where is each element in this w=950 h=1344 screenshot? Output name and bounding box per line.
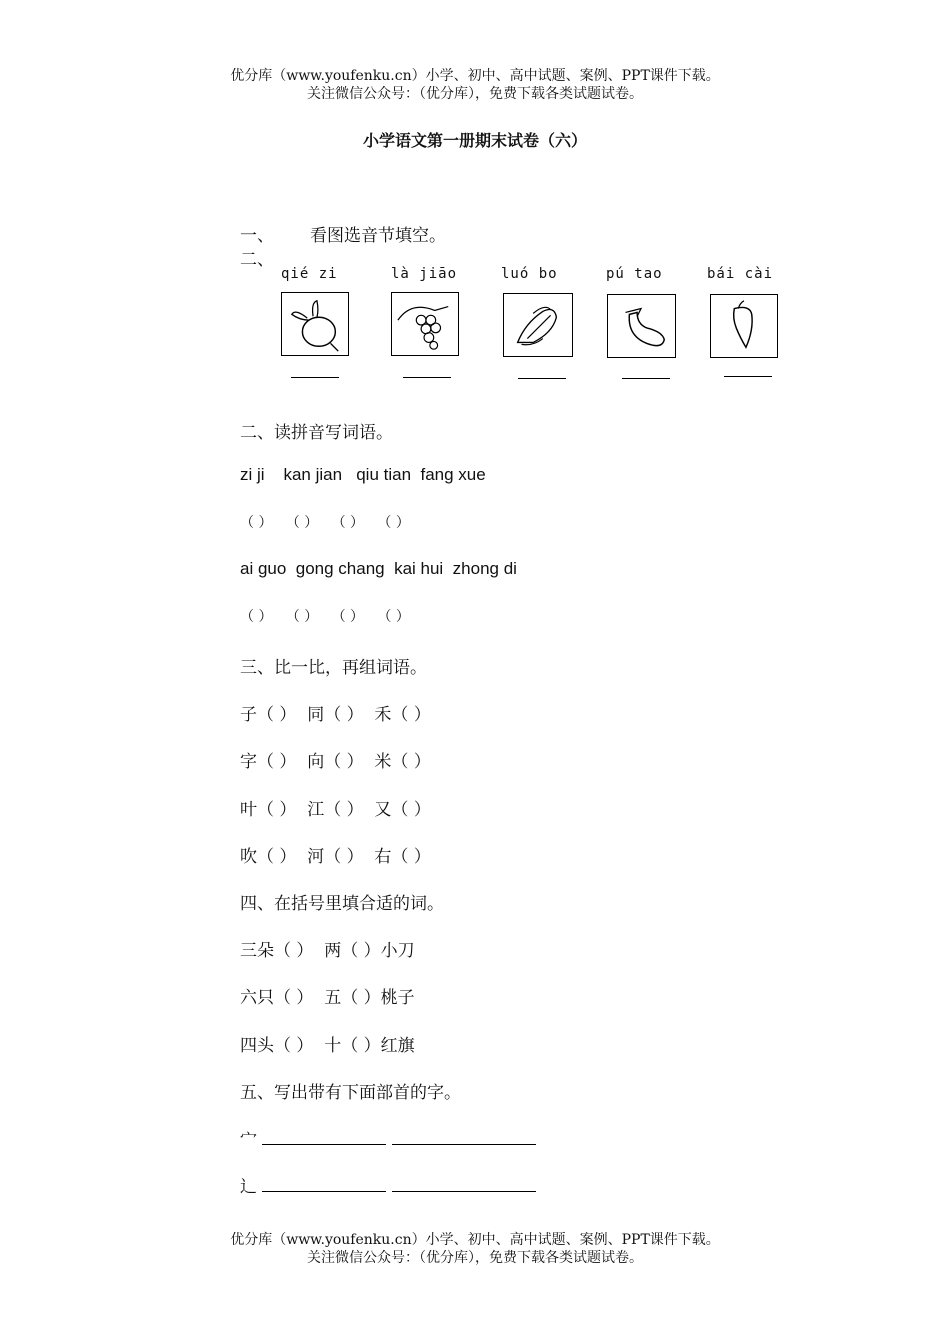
pepper-icon: [711, 295, 777, 357]
picture-box-3: [503, 293, 573, 357]
footer-line-2: 关注微信公众号：（优分库），免费下载各类试题试卷。: [307, 1250, 643, 1266]
picture-4-pinyin: pú tao: [606, 266, 663, 282]
answer-blank-5[interactable]: [724, 376, 772, 377]
radical-2: 辶: [240, 1177, 257, 1197]
picture-box-5: [710, 294, 778, 358]
picture-2-pinyin: là jiāo: [391, 266, 458, 282]
picture-box-4: [607, 294, 676, 358]
turnip-icon: [282, 293, 348, 355]
compare-row-2[interactable]: 字（ ） 向（ ） 米（ ）: [240, 752, 431, 772]
answer-blank-4[interactable]: [622, 378, 670, 379]
radical-1: 宀: [240, 1130, 257, 1150]
page-footer: [0, 1231, 950, 1267]
answer-blank-1[interactable]: [291, 377, 339, 378]
radical-1-blank-a[interactable]: [262, 1130, 386, 1145]
picture-3-pinyin: luó bo: [501, 266, 558, 282]
radical-1-blank-b[interactable]: [392, 1130, 536, 1145]
section-1-sub-number: 二、: [240, 250, 274, 270]
eggplant-icon: [608, 295, 675, 357]
page-header: [0, 67, 950, 103]
fill-row-2[interactable]: 六只（ ） 五（ ）桃子: [240, 988, 415, 1008]
fill-row-3[interactable]: 四头（ ） 十（ ）红旗: [240, 1036, 415, 1056]
grapes-icon: [392, 293, 458, 355]
page-title: 小学语文第一册期末试卷（六）: [362, 131, 587, 150]
header-line-1: 优分库（www.youfenku.cn）小学、初中、高中试题、案例、PPT课件下载。: [230, 68, 720, 84]
compare-row-4[interactable]: 吹（ ） 河（ ） 右（ ）: [240, 847, 431, 867]
section-3-heading: 三、比一比，再组词语。: [240, 658, 427, 678]
picture-box-1: [281, 292, 349, 356]
section-1-text: 看图选音节填空。: [310, 226, 446, 246]
section-4-heading: 四、在括号里填合适的词。: [240, 894, 444, 914]
pinyin-row-1-blanks[interactable]: （ ） （ ） （ ） （ ）: [240, 515, 410, 531]
section-5-heading: 五、写出带有下面部首的字。: [240, 1083, 461, 1103]
radical-2-blank-b[interactable]: [392, 1177, 536, 1192]
picture-box-2: [391, 292, 459, 356]
compare-row-1[interactable]: 子（ ） 同（ ） 禾（ ）: [240, 705, 431, 725]
section-1-number: 一、: [240, 226, 274, 246]
radical-2-blank-a[interactable]: [262, 1177, 386, 1192]
footer-line-1: 优分库（www.youfenku.cn）小学、初中、高中试题、案例、PPT课件下载。: [230, 1232, 720, 1248]
radical-row-2: [240, 1172, 536, 1197]
answer-blank-3[interactable]: [518, 378, 566, 379]
cabbage-icon: [504, 294, 572, 356]
pinyin-row-1: zi ji kan jian qiu tian fang xue: [240, 465, 486, 484]
picture-1-pinyin: qié zi: [281, 266, 338, 282]
picture-5-pinyin: bái cài: [707, 266, 774, 282]
fill-row-1[interactable]: 三朵（ ） 两（ ）小刀: [240, 941, 415, 961]
radical-row-1: [240, 1125, 536, 1150]
compare-row-3[interactable]: 叶（ ） 江（ ） 又（ ）: [240, 800, 431, 820]
pinyin-row-2-blanks[interactable]: （ ） （ ） （ ） （ ）: [240, 609, 410, 625]
section-2-heading: 二、读拼音写词语。: [240, 423, 393, 443]
pinyin-row-2: ai guo gong chang kai hui zhong di: [240, 559, 517, 578]
section-1-heading: [240, 221, 446, 246]
header-line-2: 关注微信公众号：（优分库），免费下载各类试题试卷。: [307, 86, 643, 102]
answer-blank-2[interactable]: [403, 377, 451, 378]
